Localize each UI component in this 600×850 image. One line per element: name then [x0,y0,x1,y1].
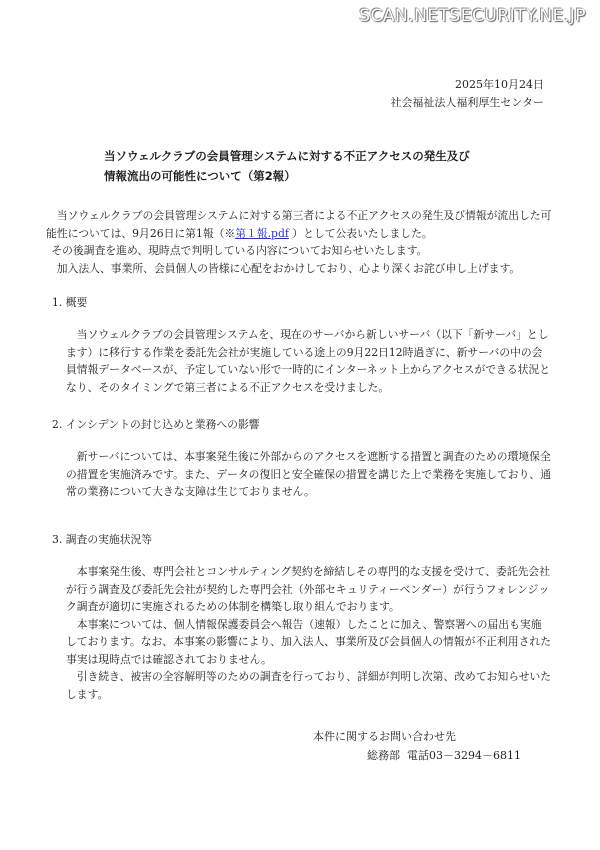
section-3-paragraph-1: 本事案発生後、専門会社とコンサルティング契約を締結しその専門的な支援を受けて、委託先会社が行う調査及び委託先会社が契約した専門会社（外部セキュリティーベンダー）が行うフォレンジック調査が適切に実施されるための体制を構築し取り組んでおります。 [66,565,551,613]
intro-text: 当ソウェルクラブの会員管理システムに対する第三者による不正アクセスの発生及び情報が流出した可能性については、9月26日に第1報（※ [46,209,552,240]
section-1-heading: 1. 概要 [52,296,88,309]
issue-date: 2025年10月24日 [455,78,544,91]
site-watermark: SCAN.NETSECURITY.NE.JP [359,6,586,26]
intro-paragraph-3: 加入法人、事業所、会員個人の皆様に心配をおかけしており、心より深くお詫び申し上げます。 [56,261,521,275]
title-line-1: 当ソウェルクラブの会員管理システムに対する不正アクセスの発生及び [104,149,470,163]
contact-block [313,727,521,765]
contact-department: 総務部 [367,749,400,762]
issuing-organization: 社会福祉法人福利厚生センター [390,96,544,109]
intro-paragraph-2: その後調査を進め、現時点で判明している内容についてお知らせいたします。 [51,244,428,257]
section-1-body [66,326,552,396]
document-title [104,146,504,186]
contact-phone: 電話03－3294－6811 [407,749,521,762]
intro-section [46,207,556,277]
section-2-paragraph: 新サーバについては、本事案発生後に外部からのアクセスを遮断する措置と調査のための環境保全の措置を実施済みです。また、データの復旧と安全確保の措置を講じた上で業務を実施しており、通常の業務について大きな支障は生じておりません。 [66,450,551,498]
title-line-2: 情報流出の可能性について（第2報） [104,169,296,183]
section-3-paragraph-3: 引き続き、被害の全容解明等のための調査を行っており、詳細が判明し次第、改めてお知らせいたします。 [66,670,552,701]
first-report-pdf-link[interactable]: 第１報.pdf [235,226,289,240]
contact-label: 本件に関するお問い合わせ先 [313,730,456,743]
section-3-paragraph-2: 本事案については、個人情報保護委員会へ報告（速報）したことに加え、警察署への届出も実施しております。なお、本事案の影響により、加入法人、事業所及び会員個人の情報が不正利用された事実は現時点では確認されておりません。 [66,617,551,666]
section-3-heading: 3. 調査の実施状況等 [52,533,153,546]
contact-details [313,746,521,765]
section-1-paragraph: 当ソウェルクラブの会員管理システムを、現在のサーバから新しいサーバ（以下「新サーバ」とします）に移行する作業を委託先会社が実施している途上の9月22日12時過ぎに、新サーバの中の会員情報データベースが、予定していない形で一時的にインターネット上からアクセスができる状況となり、そのタイミングで第三者による不正アクセスを受けました。 [66,328,551,394]
intro-paragraph-1 [46,207,556,242]
intro-text-after-link: ）として公表いたしました。 [288,226,433,240]
section-2-body [66,448,552,501]
section-3-body [66,563,552,703]
section-2-heading: 2. インシデントの封じ込めと業務への影響 [52,418,260,431]
